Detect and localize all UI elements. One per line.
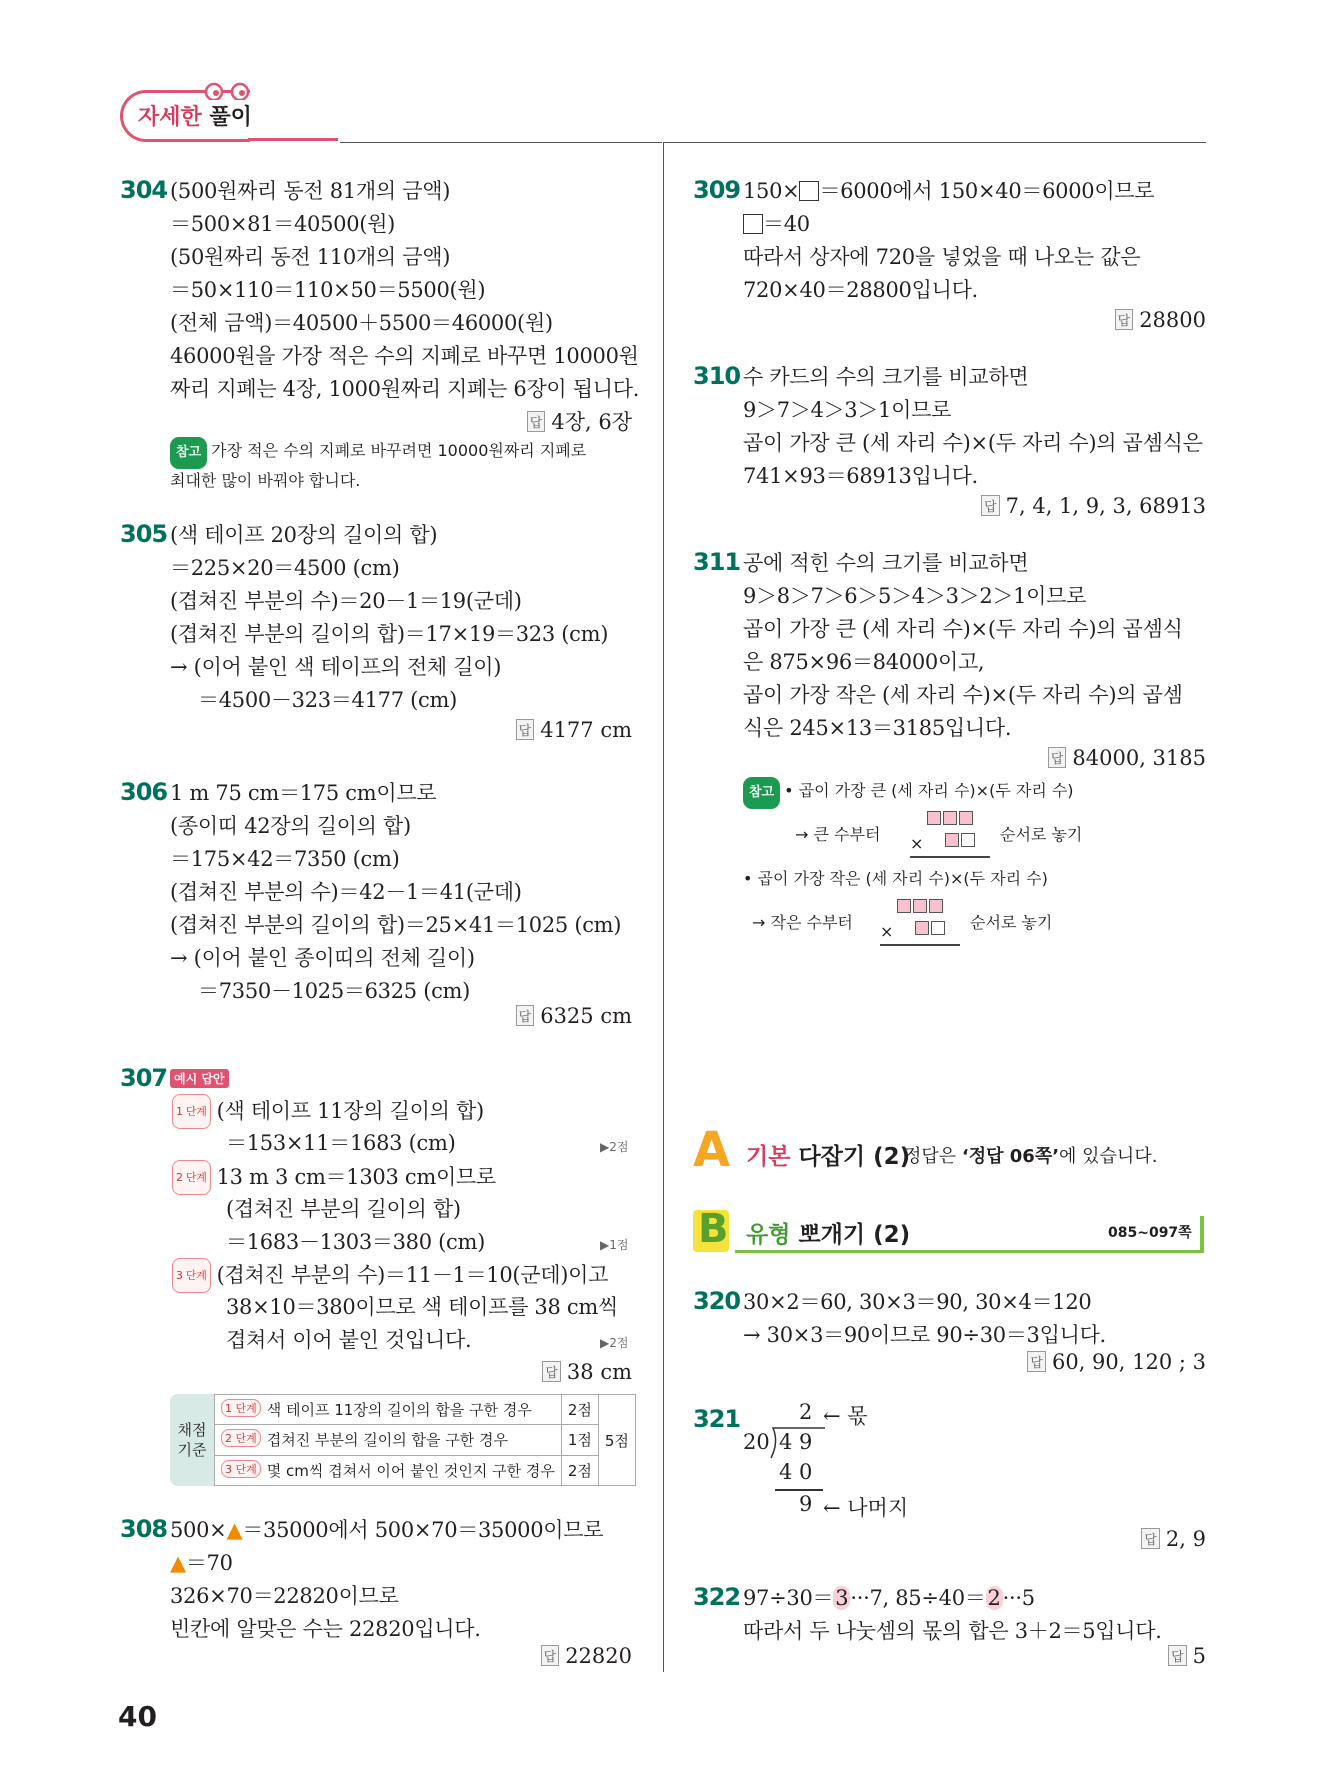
- dividend: 4 9: [779, 1430, 813, 1454]
- divisor: 20: [743, 1430, 770, 1454]
- answer-tag: 답: [1115, 309, 1134, 330]
- step-points: ▶1점: [600, 1238, 629, 1252]
- problem-number: 308: [120, 1515, 168, 1543]
- note-line: → 큰 수부터: [795, 825, 881, 844]
- solution-line: ＝7350－1025＝6325 (cm): [198, 979, 471, 1003]
- answer-tag: 답: [516, 1005, 535, 1026]
- solution-line: → (이어 붙인 종이띠의 전체 길이): [170, 946, 475, 970]
- step-3-line: 38×10＝380이므로 색 테이프를 38 cm씩: [226, 1295, 618, 1319]
- remainder-label: ← 나머지: [823, 1496, 909, 1520]
- step-points: ▶2점: [600, 1336, 629, 1350]
- step-1-line: ＝153×11＝1683 (cm): [226, 1131, 456, 1155]
- header-eyes-icon: [200, 80, 260, 100]
- section-b-pages: 085~097쪽: [1108, 1225, 1192, 1241]
- solution-line: ＝40: [743, 208, 1154, 241]
- triangle-icon: ▲: [226, 1518, 243, 1542]
- answer-tag: 답: [981, 495, 1000, 516]
- grading-points: 2점: [561, 1455, 598, 1485]
- solution-line: 빈칸에 알맞은 수는 22820입니다.: [170, 1617, 481, 1641]
- section-b-corner: [1200, 1216, 1204, 1253]
- answer-tag: 답: [1048, 747, 1067, 768]
- problem-number: 311: [693, 548, 741, 576]
- grading-criterion: 1 단계 색 테이프 11장의 길이의 합을 구한 경우: [215, 1395, 562, 1425]
- grading-points: 2점: [561, 1395, 598, 1425]
- solution-line: (색 테이프 20장의 길이의 합): [170, 523, 438, 547]
- problem-number: 320: [693, 1287, 741, 1315]
- answer: 답 22820: [541, 1644, 632, 1668]
- problem-number: 321: [693, 1405, 741, 1433]
- solution-line: 326×70＝22820이므로: [170, 1584, 399, 1608]
- problem-320-body: [743, 1286, 1106, 1352]
- answer-tag: 답: [542, 1361, 561, 1382]
- problem-number: 306: [120, 778, 168, 806]
- note-line: → 작은 수부터: [752, 913, 853, 932]
- problem-308-body: [170, 1514, 603, 1646]
- solution-line: ＝175×42＝7350 (cm): [170, 847, 400, 871]
- step-tag: 1 단계: [172, 1094, 211, 1129]
- section-b-icon: B: [698, 1206, 729, 1252]
- section-a-title: 기본 다잡기 (2): [746, 1144, 911, 1170]
- top-rule-right: [664, 142, 1206, 143]
- solution-line: (전체 금액)＝40500＋5500＝46000(원): [170, 311, 553, 335]
- answer-tag: 답: [541, 1645, 560, 1666]
- solution-line: → (이어 붙인 색 테이프의 전체 길이): [170, 655, 502, 679]
- problem-311-body: [743, 547, 1183, 745]
- note-continued: 최대한 많이 바꿔야 합니다.: [170, 471, 361, 490]
- solution-line: 150× ＝6000에서 150×40＝6000이므로: [743, 179, 1155, 203]
- problem-number: 322: [693, 1583, 741, 1611]
- solution-line: 공에 적힌 수의 크기를 비교하면: [743, 551, 1029, 575]
- column-divider: [663, 142, 664, 1672]
- solution-line: (겹쳐진 부분의 길이의 합)＝17×19＝323 (cm): [170, 622, 609, 646]
- solution-line: ＝50×110＝110×50＝5500(원): [170, 278, 486, 302]
- quotient: 2: [799, 1400, 813, 1424]
- section-b-underline: [735, 1250, 1203, 1253]
- solution-line: 따라서 상자에 720을 넣었을 때 나오는 값은: [743, 245, 1141, 269]
- section-b-title: 유형 뽀개기 (2): [746, 1222, 911, 1248]
- solution-line: 9＞8＞7＞6＞5＞4＞3＞2＞1이므로: [743, 584, 1087, 608]
- solution-line: 곱이 가장 작은 (세 자리 수)×(두 자리 수)의 곱셈: [743, 683, 1183, 707]
- problem-304-body: [170, 175, 639, 406]
- grading-total: 5점: [598, 1395, 635, 1486]
- solution-line: 30×2＝60, 30×3＝90, 30×4＝120: [743, 1290, 1092, 1314]
- solution-line: (50원짜리 동전 110개의 금액): [170, 245, 451, 269]
- grading-criterion: 3 단계 몇 cm씩 겹쳐서 이어 붙인 것인지 구한 경우: [215, 1455, 562, 1485]
- problem-322-body: [743, 1582, 1162, 1648]
- note: 참고 • 곱이 가장 큰 (세 자리 수)×(두 자리 수): [743, 776, 1074, 809]
- problem-310-body: [743, 361, 1203, 493]
- solution-line: (겹쳐진 부분의 수)＝42－1＝41(군데): [170, 880, 522, 904]
- top-rule: [340, 142, 662, 143]
- product: 4 0: [779, 1460, 813, 1484]
- answer: 답 84000, 3185: [1048, 746, 1206, 770]
- step-3-line: 겹쳐서 이어 붙인 것입니다.: [226, 1328, 472, 1352]
- problem-number: 310: [693, 362, 741, 390]
- remainder: 9: [799, 1492, 813, 1516]
- problem-number: 307: [120, 1064, 168, 1092]
- answer: 답 4177 cm: [516, 718, 632, 742]
- solution-line: (종이띠 42장의 길이의 합): [170, 814, 411, 838]
- solution-line: 수 카드의 수의 크기를 비교하면: [743, 365, 1029, 389]
- note-tag: 참고: [743, 777, 780, 809]
- solution-line: 500×▲＝35000에서 500×70＝35000이므로: [170, 1518, 604, 1542]
- solution-line: 9＞7＞4＞3＞1이므로: [743, 398, 952, 422]
- problem-number: 309: [693, 176, 741, 204]
- header-underline: [248, 138, 338, 141]
- blank-box-icon: [799, 181, 819, 201]
- note-line: • 곱이 가장 작은 (세 자리 수)×(두 자리 수): [743, 869, 1048, 888]
- answer: 답 60, 90, 120 ; 3: [1027, 1350, 1206, 1374]
- solution-line: ＝225×20＝4500 (cm): [170, 556, 400, 580]
- solution-line: ＝500×81＝40500(원): [170, 212, 396, 236]
- solution-line: 곱이 가장 큰 (세 자리 수)×(두 자리 수)의 곱셈식은: [743, 431, 1203, 455]
- solution-line: → 30×3＝90이므로 90÷30＝3입니다.: [743, 1323, 1106, 1347]
- long-division: [743, 1400, 963, 1530]
- example-answer-tag: 예시 답안: [170, 1068, 229, 1088]
- answer: 답 28800: [1115, 308, 1206, 332]
- answer: 답 6325 cm: [516, 1004, 632, 1028]
- problem-number: 305: [120, 520, 168, 548]
- solution-line: (겹쳐진 부분의 수)＝20－1＝19(군데): [170, 589, 522, 613]
- step-3-line: 3 단계 (겹쳐진 부분의 수)＝11－1＝10(군데)이고: [172, 1258, 608, 1293]
- solution-line: 97÷30＝3···7, 85÷40＝2···5: [743, 1586, 1035, 1610]
- answer-tag: 답: [1141, 1528, 1160, 1549]
- step-2-line: (겹쳐진 부분의 길이의 합): [226, 1197, 461, 1221]
- solution-line: 1 m 75 cm＝175 cm이므로: [170, 781, 437, 805]
- multiplication-diagram-large: ×: [910, 810, 990, 860]
- answer: 답 5: [1168, 1644, 1206, 1668]
- solution-line: 따라서 두 나눗셈의 몫의 합은 3＋2＝5입니다.: [743, 1619, 1162, 1643]
- step-tag: 3 단계: [172, 1258, 211, 1293]
- header-title: 자세한 풀이: [138, 105, 252, 130]
- answer: 답 38 cm: [542, 1360, 632, 1384]
- answer: 답 7, 4, 1, 9, 3, 68913: [981, 494, 1206, 518]
- answer: 답 4장, 6장: [527, 406, 632, 436]
- note-tag: 참고: [170, 437, 207, 469]
- multiplication-diagram-small: ×: [880, 898, 960, 948]
- note-line: 순서로 놓기: [970, 913, 1053, 932]
- triangle-icon: ▲: [170, 1551, 186, 1575]
- answer: 답 2, 9: [1141, 1527, 1206, 1551]
- problem-305-body: [170, 519, 608, 717]
- solution-line: ▲＝70: [170, 1551, 233, 1575]
- step-1-line: 1 단계 (색 테이프 11장의 길이의 합): [172, 1094, 484, 1129]
- quotient-label: ← 몫: [823, 1404, 868, 1428]
- section-a-icon: A: [693, 1122, 731, 1178]
- solution-line: (겹쳐진 부분의 길이의 합)＝25×41＝1025 (cm): [170, 913, 622, 937]
- page-number: 40: [118, 1700, 157, 1733]
- note: 참고 가장 적은 수의 지폐로 바꾸려면 10000원짜리 지폐로: [170, 436, 586, 469]
- solution-line: 식은 245×13＝3185입니다.: [743, 716, 1012, 740]
- blank-box-icon: [743, 214, 763, 234]
- solution-line: 곱이 가장 큰 (세 자리 수)×(두 자리 수)의 곱셈식: [743, 617, 1183, 641]
- grading-points: 1점: [561, 1425, 598, 1455]
- problem-306-body: [170, 777, 621, 1008]
- problem-number: 304: [120, 176, 168, 204]
- problem-309-body: [743, 175, 1154, 307]
- answer-tag: 답: [527, 411, 546, 432]
- step-2-line: 2 단계 13 m 3 cm＝1303 cm이므로: [172, 1160, 496, 1195]
- grading-table: [170, 1394, 632, 1486]
- grading-criterion: 2 단계 겹쳐진 부분의 길이의 합을 구한 경우: [215, 1425, 562, 1455]
- solution-line: 짜리 지폐는 4장, 1000원짜리 지폐는 6장이 됩니다.: [170, 377, 640, 401]
- note-line: 순서로 놓기: [1000, 825, 1083, 844]
- solution-line: 720×40＝28800입니다.: [743, 278, 978, 302]
- solution-line: 은 875×96＝84000이고,: [743, 650, 985, 674]
- answer-tag: 답: [516, 719, 535, 740]
- step-points: ▶2점: [600, 1140, 629, 1154]
- section-a-description: 정답은 ‘정답 06쪽’에 있습니다.: [904, 1146, 1158, 1167]
- answer-tag: 답: [1168, 1645, 1187, 1666]
- grading-label: 채점 기준: [170, 1394, 214, 1486]
- answer-tag: 답: [1027, 1351, 1046, 1372]
- solution-line: (500원짜리 동전 81개의 금액): [170, 179, 451, 203]
- solution-line: 46000원을 가장 적은 수의 지폐로 바꾸면 10000원: [170, 344, 639, 368]
- solution-line: ＝4500－323＝4177 (cm): [198, 688, 458, 712]
- step-2-line: ＝1683－1303＝380 (cm): [226, 1230, 486, 1254]
- solution-line: 741×93＝68913입니다.: [743, 464, 978, 488]
- step-tag: 2 단계: [172, 1160, 211, 1195]
- division-line: [775, 1489, 823, 1491]
